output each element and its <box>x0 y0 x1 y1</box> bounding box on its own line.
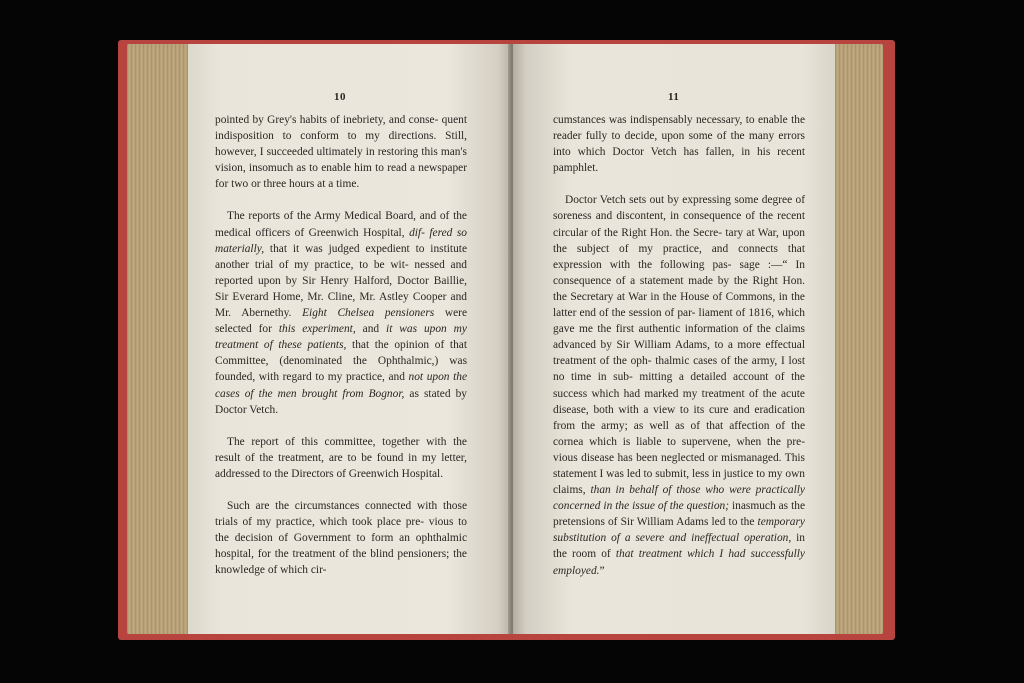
text-run: inasmuch as the pretensions of Sir William Adams led to the <box>553 500 805 529</box>
text-run: in the room of <box>553 532 805 561</box>
italic-run: dif- fered so materially, <box>215 226 467 255</box>
text-run: cumstances was indispensably necessary, to enable the reader fully to decide, upon some of the many errors into which Doctor Vetch has fallen, in his recent pamphlet. <box>553 114 805 175</box>
italic-run: than in behalf of those who were practically concerned in the issue of the question; <box>553 484 805 513</box>
left-page <box>188 44 511 634</box>
italic-run: this experiment, <box>278 323 356 336</box>
text-run: that it was judged expedient to institute another trial of my practice, to be wit- nessed and reported upon by Sir Henry Halford, Doctor Baillie, Sir Everard Home, Mr. Cline, Mr. Astley Cooper and Mr. Abernethy. <box>215 242 467 320</box>
left-paragraph-2 <box>215 208 467 417</box>
italic-run: that treatment which I had successfully employed. <box>553 548 805 577</box>
right-page-number: 11 <box>668 91 680 103</box>
text-run: were selected for <box>215 307 468 336</box>
left-paragraph-3 <box>215 434 467 482</box>
left-page-edges <box>127 44 189 634</box>
right-paragraph-1 <box>553 112 805 176</box>
left-page-number: 10 <box>334 91 346 103</box>
text-run: pointed by Grey's habits of inebriety, and conse- quent indisposition to conform to my directions. Still, however, I succeeded ultimately in restoring this man's vision, insomuch as to enable him to read a newspaper for two or three hours at a time. <box>215 114 467 191</box>
left-paragraph-4 <box>215 498 467 578</box>
text-run: Doctor Vetch sets out by expressing some degree of soreness and discontent, in consequence of the recent circular of the Right Hon. the Secre- tary at War, upon the subject of my practice, and connects that expression with the following pas- sage :—“ In consequence of a statement made by the Right Hon. the Secretary at War in the House of Commons, in the latter end of the session of par- liament of 1816, which gave me the first authentic information of the claims advanced by Sir William Adams, to a more effectual treatment of the oph- thalmic cases of the army, I lost no time in sub- mitting a detailed account of the success which had marked my treatment of the acute disease, both with a view to its cure and eradication from the army; as well as of that affection of the cornea which is liable to supervene, when the pre- vious disease has been neglected or mismanaged. This statement I was led to submit, less in justice to my own claims, <box>553 194 805 497</box>
right-page-text <box>553 112 805 595</box>
left-page-text <box>215 112 467 594</box>
italic-run: Eight Chelsea pensioners <box>302 307 435 320</box>
text-run: Such are the circumstances connected with those trials of my practice, which took place pre- vious to the decision of Government to form an ophthalmic hospital, for the treatment of the blind pensioners; the knowledge of which cir- <box>215 499 467 577</box>
text-run: and <box>355 323 387 336</box>
italic-run: temporary substitution of a severe and ineffectual operation, <box>553 516 805 545</box>
text-run: as stated by Doctor Vetch. <box>215 387 467 416</box>
left-paragraph-1 <box>215 112 467 192</box>
italic-run: not upon the cases of the men brought from Bognor, <box>215 371 467 400</box>
italic-run: it was upon my treatment of these patients, <box>215 323 467 352</box>
right-page-edges <box>835 44 883 634</box>
text-run: that the opinion of that Committee, (denominated the Ophthalmic,) was founded, with regard to my practice, and <box>215 339 467 384</box>
right-page <box>513 44 835 634</box>
text-run: The report of this committee, together with the result of the treatment, are to be found in my letter, addressed to the Directors of Greenwich Hospital. <box>215 435 467 480</box>
text-run: The reports of the Army Medical Board, and of the medical officers of Greenwich Hospital, <box>215 210 467 239</box>
book <box>118 40 895 640</box>
right-paragraph-2 <box>553 192 805 578</box>
text-run: ” <box>599 564 605 577</box>
